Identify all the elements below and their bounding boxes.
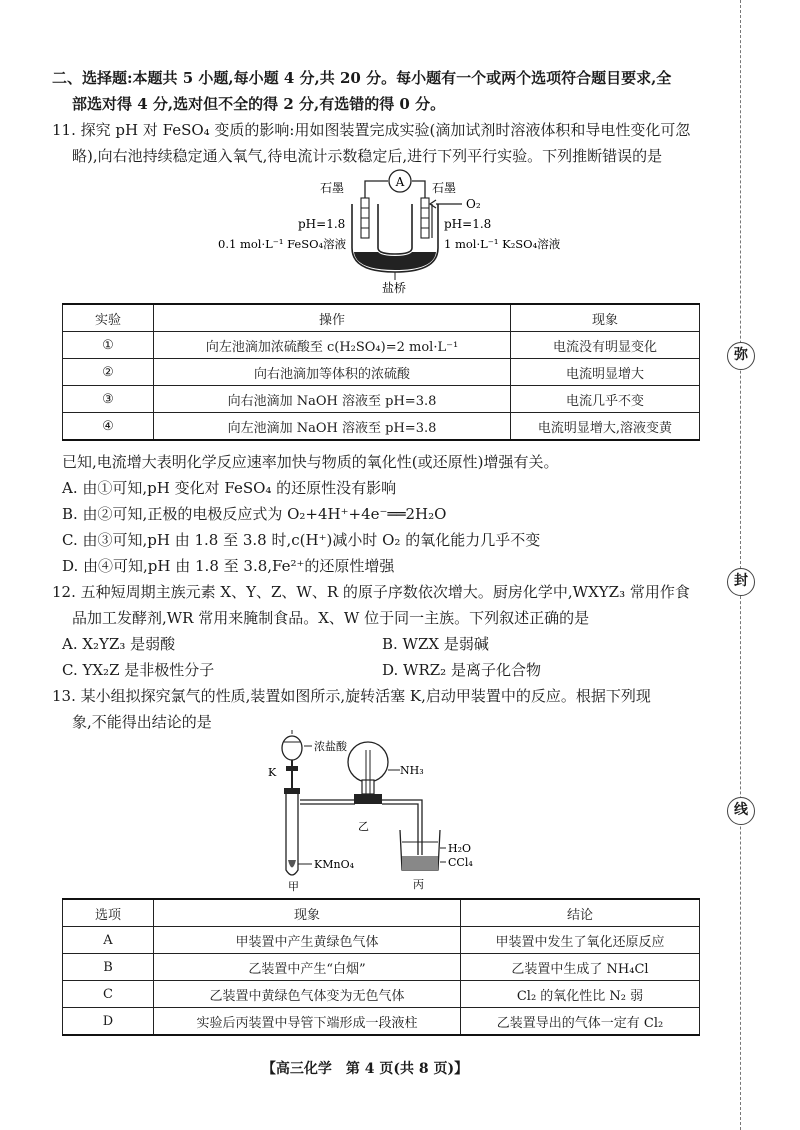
q13-cell: B — [63, 954, 154, 981]
q11-cell: ② — [63, 359, 154, 386]
q11-cell: 向右池滴加等体积的浓硫酸 — [154, 359, 511, 386]
svg-text:石墨: 石墨 — [432, 181, 457, 195]
q11-cell: 向左池滴加浓硫酸至 c(H₂SO₄)=2 mol·L⁻¹ — [154, 332, 511, 359]
svg-text:盐桥: 盐桥 — [382, 281, 407, 295]
q13-stem-line2: 象,不能得出结论的是 — [72, 713, 212, 731]
q11-header-phenomenon: 现象 — [511, 304, 700, 332]
svg-text:KMnO₄: KMnO₄ — [314, 858, 354, 871]
q11-galvanic-cell-figure — [200, 168, 580, 296]
svg-text:H₂O: H₂O — [448, 842, 472, 855]
table-row — [63, 332, 700, 359]
table-row — [63, 954, 700, 981]
q13-cell: 甲装置中产生黄绿色气体 — [154, 927, 461, 954]
valve-k-icon — [286, 766, 298, 771]
svg-text:0.1 mol·L⁻¹ FeSO₄溶液: 0.1 mol·L⁻¹ FeSO₄溶液 — [218, 237, 347, 251]
svg-text:乙: 乙 — [358, 820, 369, 833]
table-row — [63, 359, 700, 386]
section-heading-line2: 部选对得 4 分,选对但不全的得 2 分,有选错的得 0 分。 — [72, 95, 446, 113]
q13-cell: C — [63, 981, 154, 1008]
q13-header-phenomenon: 现象 — [154, 899, 461, 927]
q13-cell: 乙装置中产生“白烟” — [154, 954, 461, 981]
table-row — [63, 413, 700, 441]
q11-option-a: A. 由①可知,pH 变化对 FeSO₄ 的还原性没有影响 — [62, 479, 397, 497]
seal-feng: 封 — [727, 568, 755, 596]
q11-stem-line2: 略),向右池持续稳定通入氧气,待电流计示数稳定后,进行下列平行实验。下列推断错误的是 — [72, 147, 663, 165]
binding-line — [740, 0, 741, 1130]
q13-cell: 乙装置导出的气体一定有 Cl₂ — [461, 1008, 700, 1036]
q12-option-a: A. X₂YZ₃ 是弱酸 — [62, 635, 176, 653]
q11-cell: 向右池滴加 NaOH 溶液至 pH=3.8 — [154, 386, 511, 413]
svg-text:甲: 甲 — [288, 880, 299, 893]
svg-text:O₂: O₂ — [466, 197, 481, 211]
table-row — [63, 1008, 700, 1036]
q13-cell: 实验后丙装置中导管下端形成一段液柱 — [154, 1008, 461, 1036]
q11-note: 已知,电流增大表明化学反应速率加快与物质的氧化性(或还原性)增强有关。 — [62, 453, 559, 471]
seal-mi: 弥 — [727, 342, 755, 370]
seal-xian: 线 — [727, 797, 755, 825]
svg-text:丙: 丙 — [413, 878, 424, 891]
q11-option-d: D. 由④可知,pH 由 1.8 至 3.8,Fe²⁺的还原性增强 — [62, 557, 395, 575]
q11-cell: 电流明显增大,溶液变黄 — [511, 413, 700, 441]
svg-text:pH=1.8: pH=1.8 — [298, 217, 346, 231]
table-row — [63, 981, 700, 1008]
q11-cell: 向左池滴加 NaOH 溶液至 pH=3.8 — [154, 413, 511, 441]
q11-option-b: B. 由②可知,正极的电极反应式为 O₂+4H⁺+4e⁻══2H₂O — [62, 505, 447, 523]
q13-cell: D — [63, 1008, 154, 1036]
q13-stem-line1: 13. 某小组拟探究氯气的性质,装置如图所示,旋转活塞 K,启动甲装置中的反应。根据下列现 — [52, 687, 651, 705]
q12-stem-line1: 12. 五种短周期主族元素 X、Y、Z、W、R 的原子序数依次增大。厨房化学中,WXYZ₃ 常用作食 — [52, 583, 690, 601]
q13-table — [62, 898, 700, 1036]
q11-cell: 电流明显增大 — [511, 359, 700, 386]
q13-header-conclusion: 结论 — [461, 899, 700, 927]
q13-cell: 乙装置中黄绿色气体变为无色气体 — [154, 981, 461, 1008]
svg-text:浓盐酸: 浓盐酸 — [314, 740, 347, 753]
q11-header-experiment: 实验 — [63, 304, 154, 332]
q12-option-b: B. WZX 是弱碱 — [382, 635, 489, 653]
svg-text:A: A — [395, 175, 405, 189]
q11-table — [62, 303, 700, 441]
q12-option-c: C. YX₂Z 是非极性分子 — [62, 661, 215, 679]
svg-text:1 mol·L⁻¹ K₂SO₄溶液: 1 mol·L⁻¹ K₂SO₄溶液 — [444, 237, 561, 251]
q13-cell: 乙装置中生成了 NH₄Cl — [461, 954, 700, 981]
svg-text:K: K — [268, 766, 277, 779]
q11-stem-line1: 11. 探究 pH 对 FeSO₄ 变质的影响:用如图装置完成实验(滴加试剂时溶液体积和导电性变化可忽 — [52, 121, 691, 139]
q11-cell: ① — [63, 332, 154, 359]
q11-cell: ④ — [63, 413, 154, 441]
q11-header-operation: 操作 — [154, 304, 511, 332]
table-row — [63, 386, 700, 413]
page-footer: 【高三化学 第 4 页(共 8 页)】 — [261, 1061, 469, 1077]
q12-stem-line2: 品加工发酵剂,WR 常用来腌制食品。X、W 位于同一主族。下列叙述正确的是 — [72, 609, 590, 627]
section-heading-line1: 二、选择题:本题共 5 小题,每小题 4 分,共 20 分。每小题有一个或两个选项符合题目要求,全 — [52, 69, 672, 87]
q11-cell: 电流几乎不变 — [511, 386, 700, 413]
q11-cell: 电流没有明显变化 — [511, 332, 700, 359]
q13-cell: Cl₂ 的氧化性比 N₂ 弱 — [461, 981, 700, 1008]
table-row — [63, 927, 700, 954]
svg-text:CCl₄: CCl₄ — [448, 856, 473, 869]
q13-apparatus-figure — [250, 730, 510, 895]
q13-cell: 甲装置中发生了氧化还原反应 — [461, 927, 700, 954]
q13-cell: A — [63, 927, 154, 954]
q11-cell: ③ — [63, 386, 154, 413]
svg-text:pH=1.8: pH=1.8 — [444, 217, 492, 231]
svg-text:石墨: 石墨 — [320, 181, 345, 195]
q11-option-c: C. 由③可知,pH 由 1.8 至 3.8 时,c(H⁺)减小时 O₂ 的氧化能力几乎不变 — [62, 531, 541, 549]
svg-text:NH₃: NH₃ — [400, 764, 424, 777]
q13-header-option: 选项 — [63, 899, 154, 927]
q12-option-d: D. WRZ₂ 是离子化合物 — [382, 661, 541, 679]
